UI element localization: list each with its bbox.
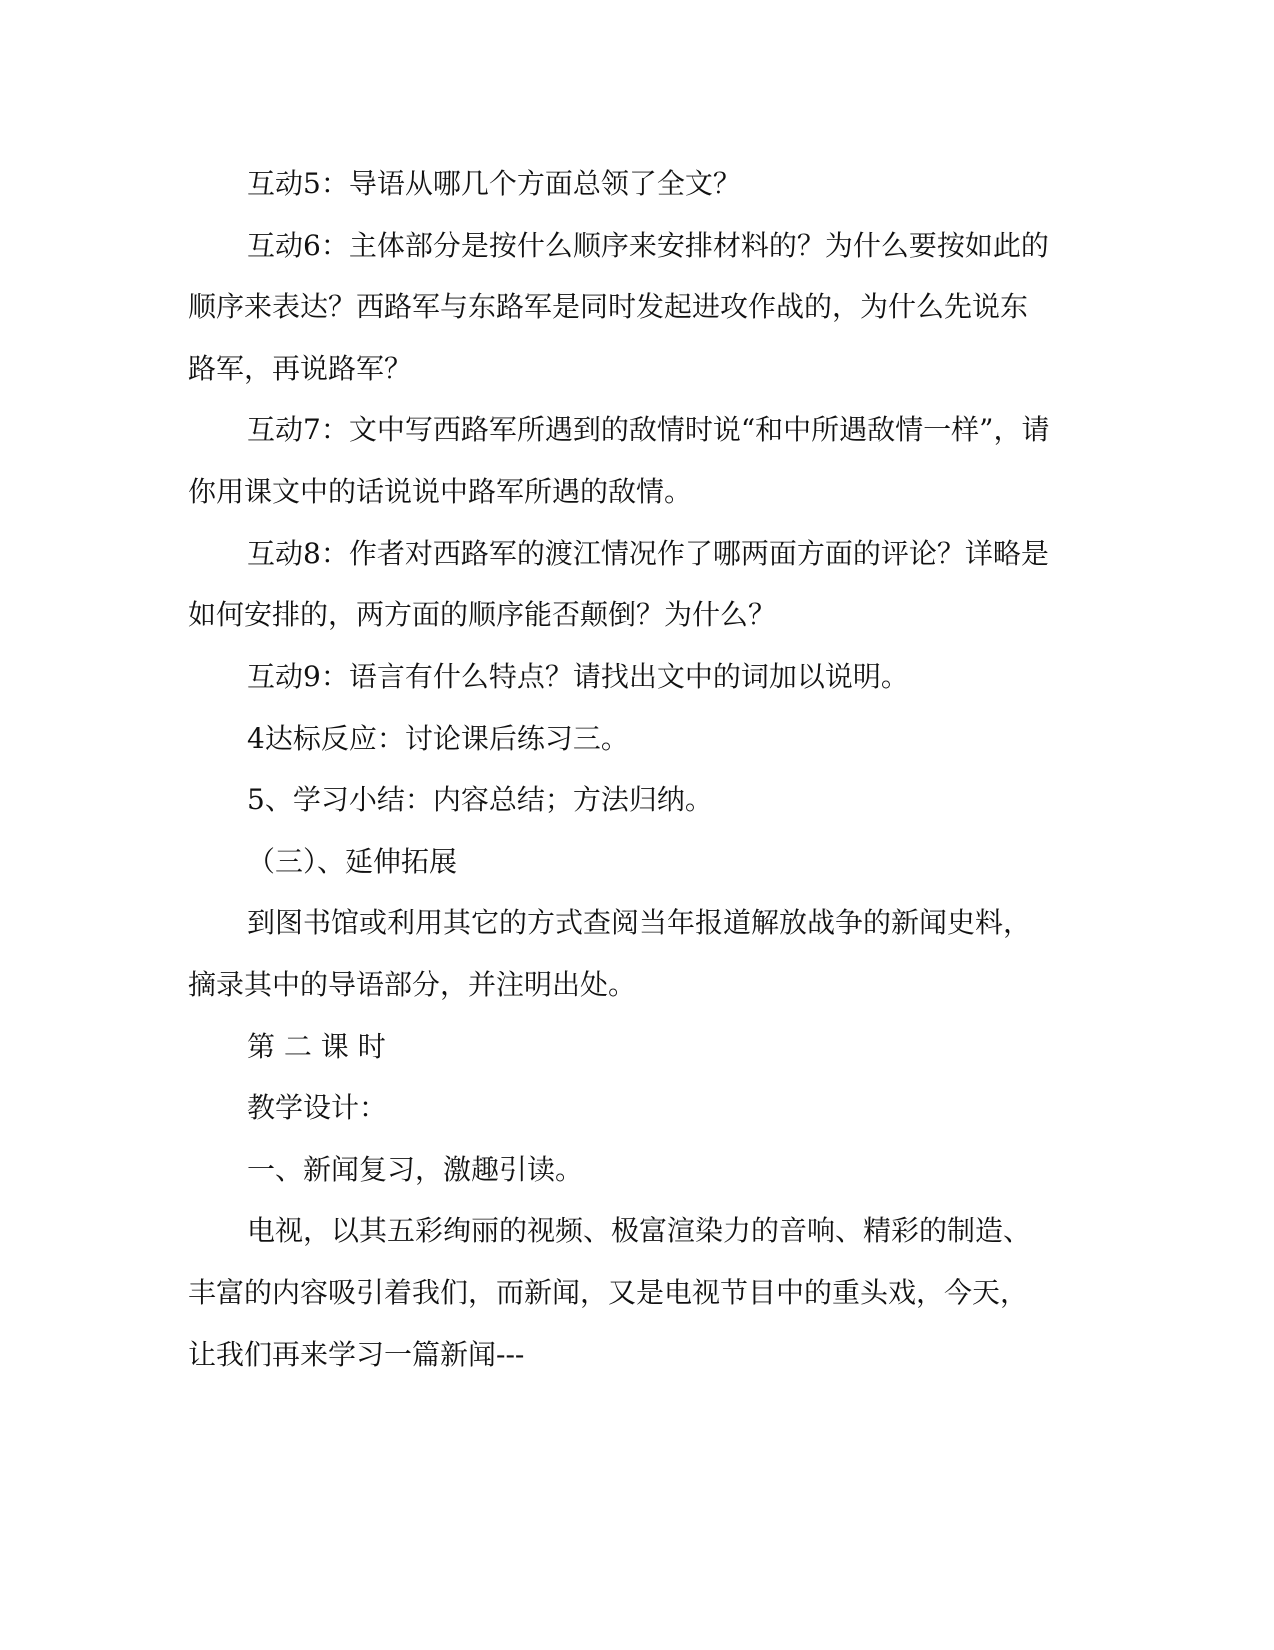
question-6-line-1: 互动6：主体部分是按什么顺序来安排材料的？为什么要按如此的 (247, 229, 1049, 262)
intro-line-2: 丰富的内容吸引着我们，而新闻，又是电视节目中的重头戏，今天， (188, 1276, 1029, 1309)
extension-line-1: 到图书馆或利用其它的方式查阅当年报道解放战争的新闻史料， (247, 906, 1032, 939)
intro-line-1: 电视，以其五彩绚丽的视频、极富渲染力的音响、精彩的制造、 (247, 1214, 1032, 1247)
question-7-line-1: 互动7：文中写西路军所遇到的敌情时说“和中所遇敌情一样”，请 (247, 413, 1050, 446)
question-5-line: 互动5：导语从哪几个方面总领了全文？ (247, 167, 741, 200)
question-8-line-1: 互动8：作者对西路军的渡江情况作了哪两面方面的评论？详略是 (247, 537, 1049, 570)
question-8-line-2: 如何安排的，两方面的顺序能否颠倒？为什么？ (188, 598, 777, 631)
practice-line: 4达标反应：讨论课后练习三。 (247, 722, 629, 755)
summary-line: 5、学习小结：内容总结；方法归纳。 (247, 783, 713, 816)
question-6-line-2: 顺序来表达？西路军与东路军是同时发起进攻作战的，为什么先说东 (188, 290, 1029, 323)
teaching-design-heading: 教学设计： (247, 1091, 388, 1124)
lesson-heading: 第 二 课 时 (247, 1030, 386, 1063)
question-6-line-3: 路军，再说路军？ (188, 352, 413, 385)
question-9-line: 互动9：语言有什么特点？请找出文中的词加以说明。 (247, 660, 909, 693)
section-heading-extension: （三）、延伸拓展 (247, 845, 458, 878)
question-7-line-2: 你用课文中的话说说中路军所遇的敌情。 (188, 475, 693, 508)
review-heading: 一、新闻复习，激趣引读。 (247, 1153, 584, 1186)
extension-line-2: 摘录其中的导语部分，并注明出处。 (188, 968, 637, 1001)
intro-line-3: 让我们再来学习一篇新闻--- (188, 1338, 525, 1371)
